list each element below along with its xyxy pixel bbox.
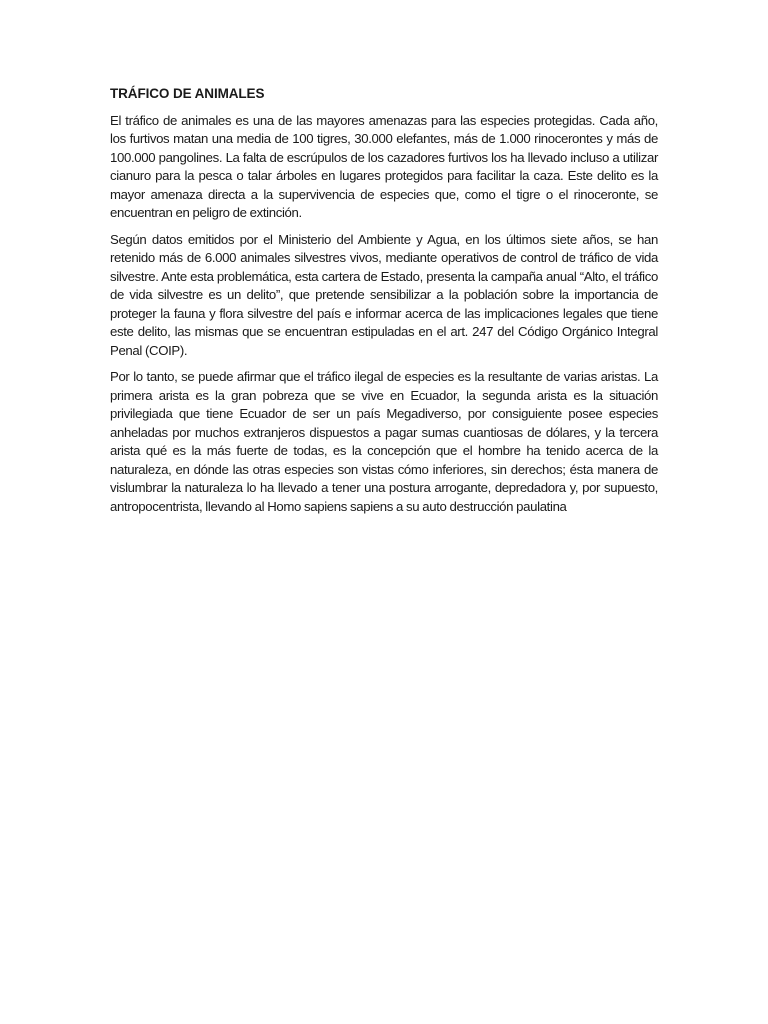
- paragraph-3: Por lo tanto, se puede afirmar que el tráfico ilegal de especies es la resultante de varias aristas. La primera arista es la gran pobreza que se vive en Ecuador, la segunda arista es la situación privilegiada que tiene Ecuador de ser un país Megadiverso, por consiguiente posee especies anheladas por muchos extranjeros dispuestos a pagar sumas cuantiosas de dólares, y la tercera arista qué es la más fuerte de todas, es la concepción que el hombre ha tenido acerca de la naturaleza, en dónde las otras especies son vistas cómo inferiores, sin derechos; ésta manera de vislumbrar la naturaleza lo ha llevado a tener una postura arrogante, depredadora y, por supuesto, antropocentrista, llevando al Homo sapiens sapiens a su auto destrucción paulatina: [110, 369, 658, 514]
- paragraph-1: El tráfico de animales es una de las mayores amenazas para las especies protegidas. Cada año, los furtivos matan una media de 100 tigres, 30.000 elefantes, más de 1.000 rinocerontes y más de 100.000 pangolines. La falta de escrúpulos de los cazadores furtivos los ha llevado incluso a utilizar cianuro para la pesca o talar árboles en lugares protegidos para facilitar la caza. Este delito es la mayor amenaza directa a la supervivencia de especies que, como el tigre o el rinoceronte, se encuentran en peligro de extinción.: [110, 112, 658, 220]
- document-body: [110, 85, 658, 524]
- paragraph-2: Según datos emitidos por el Ministerio del Ambiente y Agua, en los últimos siete años, se han retenido más de 6.000 animales silvestres vivos, mediante operativos de control de tráfico de vida silvestre. Ante esta problemática, esta cartera de Estado, presenta la campaña anual “Alto, el tráfico de vida silvestre es un delito”, que pretende sensibilizar a la población sobre la importancia de proteger la fauna y flora silvestre del país e informar acerca de las implicaciones legales que tiene este delito, las mismas que se encuentran estipuladas en el art. 247 del Código Orgánico Integral Penal (COIP).: [110, 231, 658, 358]
- document-title: TRÁFICO DE ANIMALES: [110, 86, 265, 101]
